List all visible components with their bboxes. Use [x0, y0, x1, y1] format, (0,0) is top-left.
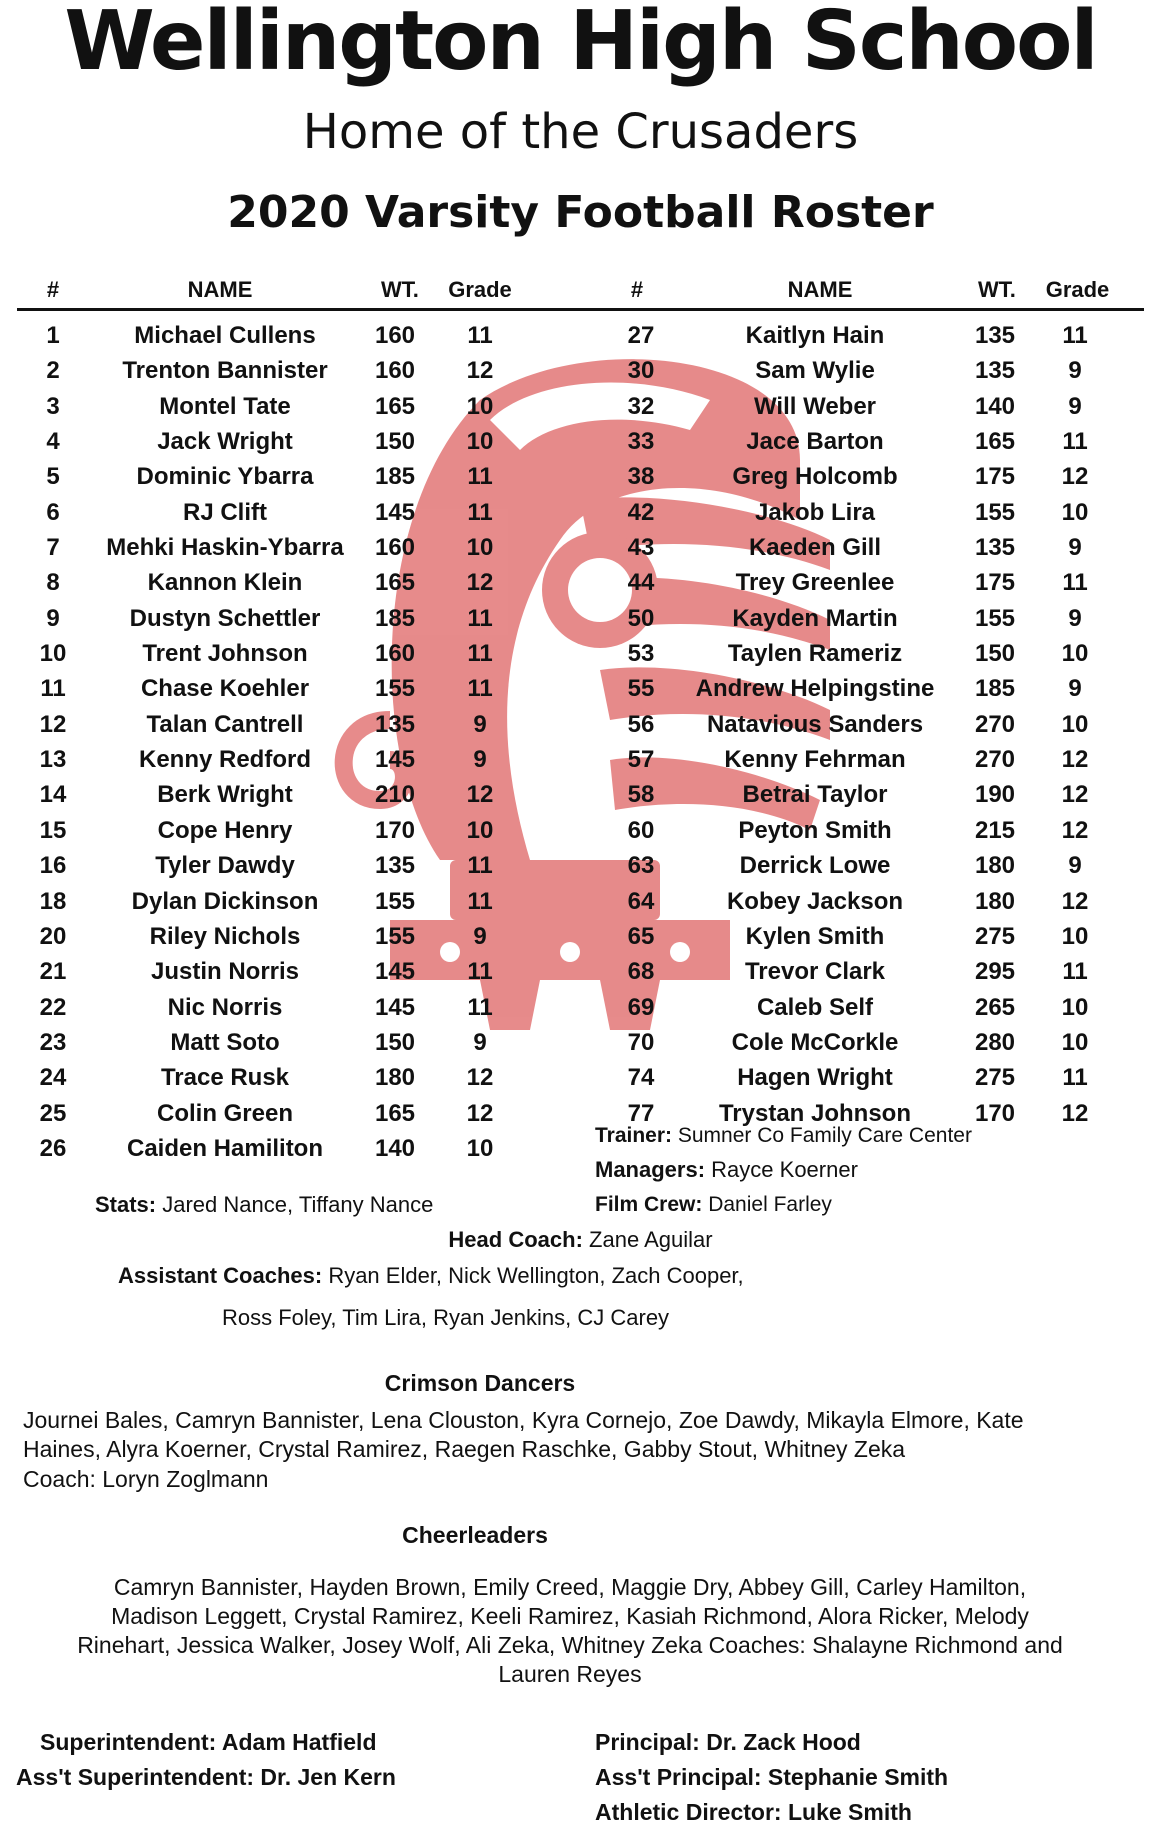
dancers-coach: Coach: Loryn Zoglmann	[23, 1466, 269, 1492]
roster-row	[580, 636, 1161, 671]
dancers-line-2: Haines, Alyra Koerner, Crystal Ramirez, Raegen Raschke, Gabby Stout, Whitney Zeka	[23, 1436, 906, 1462]
player-name: Trent Johnson	[142, 640, 308, 668]
player-grade: 9	[473, 746, 487, 774]
roster-row	[0, 919, 580, 954]
player-number: 8	[46, 569, 60, 597]
roster-row	[0, 671, 580, 706]
roster-row	[0, 565, 580, 600]
player-number: 58	[627, 781, 655, 809]
player-weight: 180	[374, 1064, 416, 1092]
player-weight: 150	[974, 640, 1016, 668]
player-weight: 175	[974, 569, 1016, 597]
roster-row	[0, 1025, 580, 1060]
col-number-left: #	[46, 277, 60, 302]
roster-row	[0, 742, 580, 777]
player-name: Jack Wright	[157, 428, 293, 456]
player-grade: 9	[1068, 675, 1082, 703]
roster-row	[0, 848, 580, 883]
player-name: Berk Wright	[157, 781, 293, 809]
player-grade: 9	[1068, 357, 1082, 385]
roster-left	[0, 318, 580, 1166]
player-weight: 150	[374, 428, 416, 456]
player-name: Kayden Martin	[732, 604, 898, 632]
roster-row	[580, 389, 1161, 424]
player-name: Colin Green	[156, 1099, 294, 1127]
player-grade: 11	[1062, 1064, 1088, 1092]
player-number: 24	[39, 1064, 67, 1092]
player-name: Hagen Wright	[737, 1064, 893, 1092]
col-number-right: #	[630, 277, 644, 302]
player-name: Michael Cullens	[134, 322, 316, 349]
roster-row	[0, 353, 580, 388]
player-number: 21	[39, 958, 67, 986]
player-name: Trenton Bannister	[122, 357, 328, 385]
player-grade: 10	[466, 816, 494, 844]
player-number: 16	[39, 852, 67, 880]
cheer-line-1: Camryn Bannister, Hayden Brown, Emily Creed, Maggie Dry, Abbey Gill, Carley Hamilton,	[113, 1574, 1027, 1600]
roster-row	[580, 777, 1161, 812]
player-number: 50	[627, 604, 655, 632]
roster-row	[580, 495, 1161, 530]
roster-row	[0, 459, 580, 494]
player-number: 13	[39, 746, 67, 774]
player-grade: 11	[467, 852, 493, 880]
roster-row	[0, 318, 580, 353]
player-number: 69	[627, 993, 655, 1021]
player-grade: 11	[1062, 958, 1088, 986]
roster-row	[580, 742, 1161, 777]
player-weight: 160	[374, 534, 416, 562]
roster-row	[580, 530, 1161, 565]
player-grade: 12	[1061, 463, 1089, 491]
player-name: Kenny Redford	[138, 746, 311, 774]
player-name: Chase Koehler	[140, 675, 310, 703]
player-weight: 135	[974, 357, 1016, 385]
player-name: Jakob Lira	[754, 498, 876, 526]
dancers-line-1: Journei Bales, Camryn Bannister, Lena Clouston, Kyra Cornejo, Zoe Dawdy, Mikayla Elmore, Kate	[23, 1407, 1024, 1433]
player-number: 6	[46, 498, 60, 526]
player-name: Dustyn Schettler	[129, 604, 321, 632]
col-grade-left: Grade	[448, 277, 512, 302]
roster-row	[0, 777, 580, 812]
cheer-line-4: Lauren Reyes	[498, 1661, 642, 1687]
player-name: Betrai Taylor	[742, 781, 888, 809]
player-number: 57	[627, 746, 655, 774]
player-name: Tyler Dawdy	[155, 852, 295, 880]
cheer-heading: Cheerleaders	[402, 1522, 548, 1548]
roster-right	[580, 318, 1161, 1131]
player-grade: 11	[1062, 569, 1088, 597]
player-weight: 155	[974, 498, 1016, 526]
roster-row	[580, 353, 1161, 388]
player-name: Riley Nichols	[149, 922, 301, 950]
player-grade: 10	[1061, 993, 1089, 1021]
player-weight: 180	[974, 852, 1016, 880]
player-number: 25	[39, 1099, 67, 1127]
player-grade: 12	[466, 357, 494, 385]
roster-row	[580, 848, 1161, 883]
player-grade: 10	[1061, 640, 1089, 668]
roster-row	[580, 1025, 1161, 1060]
asst-superintendent: Ass't Superintendent: Dr. Jen Kern	[16, 1764, 396, 1790]
player-grade: 11	[467, 498, 493, 526]
player-grade: 12	[466, 1099, 494, 1127]
roster-row	[0, 707, 580, 742]
player-weight: 265	[974, 993, 1016, 1021]
roster-row	[0, 813, 580, 848]
player-name: Jace Barton	[746, 428, 884, 456]
player-name: Caleb Self	[756, 993, 874, 1021]
player-weight: 140	[974, 392, 1016, 420]
player-number: 43	[627, 534, 655, 562]
player-number: 44	[627, 569, 655, 597]
roster-row	[580, 671, 1161, 706]
player-weight: 150	[374, 1028, 416, 1056]
player-weight: 215	[974, 816, 1016, 844]
player-weight: 270	[974, 746, 1016, 774]
player-weight: 155	[374, 887, 416, 915]
roster-row	[580, 318, 1161, 353]
roster-row	[580, 707, 1161, 742]
player-number: 38	[627, 463, 655, 491]
player-grade: 9	[473, 1028, 487, 1056]
player-weight: 210	[374, 781, 416, 809]
roster-row	[0, 884, 580, 919]
roster-row	[580, 565, 1161, 600]
player-number: 77	[627, 1099, 655, 1127]
player-grade: 11	[467, 958, 493, 986]
player-grade: 10	[1061, 498, 1089, 526]
player-grade: 10	[466, 1134, 494, 1162]
player-name: Trevor Clark	[744, 958, 886, 986]
player-number: 11	[40, 675, 66, 703]
head-coach-line: Head Coach: Zane Aguilar	[448, 1227, 713, 1252]
player-grade: 9	[473, 710, 487, 738]
player-name: Derrick Lowe	[739, 852, 891, 880]
managers-line: Managers: Rayce Koerner	[595, 1157, 858, 1182]
player-number: 10	[39, 640, 67, 668]
player-name: Dylan Dickinson	[131, 887, 319, 915]
player-weight: 270	[974, 710, 1016, 738]
stats-line: Stats: Jared Nance, Tiffany Nance	[95, 1192, 434, 1217]
cheer-line-3: Rinehart, Jessica Walker, Josey Wolf, Ali Zeka, Whitney Zeka Coaches: Shalayne Richmond and	[77, 1632, 1063, 1658]
player-grade: 10	[1061, 922, 1089, 950]
player-name: Mehki Haskin-Ybarra	[106, 534, 344, 562]
player-weight: 155	[974, 604, 1016, 632]
roster-row	[0, 495, 580, 530]
col-grade-right: Grade	[1045, 277, 1110, 302]
player-grade: 11	[467, 463, 493, 491]
player-name: Montel Tate	[159, 392, 291, 420]
player-number: 64	[627, 887, 655, 915]
player-weight: 275	[974, 1064, 1016, 1092]
player-weight: 135	[974, 322, 1016, 349]
player-weight: 160	[374, 357, 416, 385]
player-name: Dominic Ybarra	[136, 463, 314, 491]
player-name: Kenny Fehrman	[724, 746, 906, 774]
player-number: 70	[627, 1028, 655, 1056]
player-grade: 10	[1061, 710, 1089, 738]
superintendent: Superintendent: Adam Hatfield	[40, 1729, 377, 1755]
roster-row	[580, 1060, 1161, 1095]
player-weight: 180	[974, 887, 1016, 915]
roster-row	[0, 1096, 580, 1131]
player-weight: 145	[374, 958, 416, 986]
player-number: 56	[627, 710, 655, 738]
assistant-coaches-line-2: Ross Foley, Tim Lira, Ryan Jenkins, CJ Carey	[222, 1305, 670, 1330]
player-weight: 135	[374, 710, 416, 738]
col-weight-left: WT.	[381, 277, 419, 302]
player-grade: 12	[1061, 816, 1089, 844]
player-weight: 165	[974, 428, 1016, 456]
player-number: 4	[46, 428, 60, 456]
player-name: Talan Cantrell	[146, 710, 304, 738]
player-number: 68	[627, 958, 655, 986]
player-weight: 145	[374, 993, 416, 1021]
player-weight: 145	[374, 746, 416, 774]
player-name: Taylen Rameriz	[727, 640, 903, 668]
player-weight: 280	[974, 1028, 1016, 1056]
player-name: Nic Norris	[167, 993, 283, 1021]
player-weight: 170	[974, 1099, 1016, 1127]
player-number: 20	[39, 922, 67, 950]
player-weight: 145	[374, 498, 416, 526]
roster-row	[0, 636, 580, 671]
player-weight: 160	[374, 322, 416, 349]
player-weight: 160	[374, 640, 416, 668]
player-number: 22	[39, 993, 67, 1021]
roster-row	[0, 530, 580, 565]
player-number: 9	[46, 604, 60, 632]
player-grade: 9	[1068, 852, 1082, 880]
player-grade: 9	[1068, 534, 1082, 562]
player-number: 65	[627, 922, 655, 950]
player-name: Trystan Johnson	[718, 1099, 912, 1127]
player-name: Natavious Sanders	[706, 710, 924, 738]
player-weight: 165	[374, 392, 416, 420]
player-name: Peyton Smith	[738, 816, 892, 844]
player-name: Sam Wylie	[755, 357, 875, 385]
player-name: Andrew Helpingstine	[695, 675, 935, 703]
player-grade: 11	[467, 993, 493, 1021]
player-weight: 135	[374, 852, 416, 880]
roster-row	[580, 990, 1161, 1025]
player-number: 42	[627, 498, 655, 526]
roster-row	[580, 884, 1161, 919]
cheer-line-2: Madison Leggett, Crystal Ramirez, Keeli Ramirez, Kasiah Richmond, Alora Ricker, Melody	[111, 1603, 1029, 1629]
player-number: 18	[39, 887, 67, 915]
player-weight: 155	[374, 922, 416, 950]
player-number: 5	[46, 463, 60, 491]
player-number: 63	[627, 852, 655, 880]
assistant-coaches-line: Assistant Coaches: Ryan Elder, Nick Wellington, Zach Cooper,	[118, 1263, 744, 1288]
trainer-line: Trainer: Sumner Co Family Care Center	[595, 1124, 972, 1147]
player-grade: 11	[467, 675, 493, 703]
player-name: Greg Holcomb	[732, 463, 898, 491]
roster-row	[0, 990, 580, 1025]
player-grade: 11	[467, 322, 493, 349]
player-weight: 185	[974, 675, 1016, 703]
col-name-right: NAME	[787, 277, 853, 302]
roster-row	[0, 954, 580, 989]
player-grade: 12	[1061, 781, 1089, 809]
player-number: 23	[39, 1028, 67, 1056]
player-name: Justin Norris	[150, 958, 300, 986]
player-weight: 295	[974, 958, 1016, 986]
player-name: Matt Soto	[170, 1028, 280, 1056]
roster-row	[580, 459, 1161, 494]
col-weight-right: WT.	[978, 277, 1016, 302]
player-weight: 185	[374, 463, 416, 491]
roster-row	[0, 389, 580, 424]
player-number: 3	[46, 392, 60, 420]
player-grade: 12	[466, 1064, 494, 1092]
player-number: 1	[46, 322, 60, 349]
roster-row	[580, 424, 1161, 459]
player-grade: 10	[466, 534, 494, 562]
player-number: 60	[627, 816, 655, 844]
roster-row	[0, 1060, 580, 1095]
player-name: Cope Henry	[157, 816, 293, 844]
player-weight: 135	[974, 534, 1016, 562]
player-grade: 11	[467, 640, 493, 668]
player-number: 12	[39, 710, 67, 738]
athletic-director: Athletic Director: Luke Smith	[595, 1799, 912, 1825]
roster-row	[0, 1131, 580, 1166]
player-name: Cole McCorkle	[731, 1028, 899, 1056]
player-name: RJ Clift	[183, 498, 267, 526]
col-name-left: NAME	[187, 277, 253, 302]
player-grade: 9	[473, 922, 487, 950]
player-weight: 155	[374, 675, 416, 703]
roster-row	[580, 919, 1161, 954]
player-name: Kobey Jackson	[726, 887, 904, 915]
player-number: 27	[627, 322, 655, 349]
roster-row	[0, 601, 580, 636]
player-number: 74	[627, 1064, 655, 1092]
player-number: 2	[46, 357, 60, 385]
player-grade: 10	[466, 392, 494, 420]
player-name: Kylen Smith	[745, 922, 885, 950]
player-grade: 12	[466, 781, 494, 809]
player-weight: 170	[374, 816, 416, 844]
principal: Principal: Dr. Zack Hood	[595, 1729, 861, 1755]
roster-row	[0, 424, 580, 459]
player-name: Kaitlyn Hain	[745, 322, 885, 349]
header-divider	[17, 308, 1144, 311]
player-number: 14	[39, 781, 67, 809]
roster-title: 2020 Varsity Football Roster	[227, 187, 934, 238]
asst-principal: Ass't Principal: Stephanie Smith	[595, 1764, 949, 1790]
film-crew-line: Film Crew: Daniel Farley	[595, 1193, 832, 1216]
player-grade: 10	[466, 428, 494, 456]
player-number: 15	[39, 816, 67, 844]
player-grade: 9	[1068, 604, 1082, 632]
player-name: Trey Greenlee	[735, 569, 895, 597]
player-weight: 165	[374, 569, 416, 597]
player-weight: 165	[374, 1099, 416, 1127]
player-weight: 275	[974, 922, 1016, 950]
player-name: Caiden Hamiliton	[126, 1134, 324, 1162]
player-number: 32	[627, 392, 655, 420]
player-grade: 11	[467, 887, 493, 915]
player-grade: 11	[1062, 322, 1088, 349]
player-grade: 10	[1061, 1028, 1089, 1056]
player-name: Kannon Klein	[147, 569, 303, 597]
dancers-heading: Crimson Dancers	[384, 1370, 576, 1396]
player-name: Trace Rusk	[160, 1064, 290, 1092]
player-grade: 12	[466, 569, 494, 597]
player-grade: 9	[1068, 392, 1082, 420]
school-name: Wellington High School	[64, 0, 1097, 89]
player-number: 7	[46, 534, 60, 562]
player-grade: 12	[1061, 746, 1089, 774]
tagline: Home of the Crusaders	[302, 104, 859, 160]
player-grade: 12	[1061, 887, 1089, 915]
player-number: 55	[627, 675, 655, 703]
player-name: Will Weber	[753, 392, 877, 420]
player-number: 53	[627, 640, 655, 668]
roster-row	[580, 813, 1161, 848]
player-number: 30	[627, 357, 655, 385]
player-name: Kaeden Gill	[748, 534, 882, 562]
player-grade: 12	[1061, 1099, 1089, 1127]
roster-row	[580, 601, 1161, 636]
player-weight: 190	[974, 781, 1016, 809]
player-number: 26	[39, 1134, 67, 1162]
player-grade: 11	[1062, 428, 1088, 456]
roster-row	[580, 954, 1161, 989]
player-weight: 185	[374, 604, 416, 632]
player-number: 33	[627, 428, 655, 456]
player-weight: 175	[974, 463, 1016, 491]
player-grade: 11	[467, 604, 493, 632]
player-weight: 140	[374, 1134, 416, 1162]
